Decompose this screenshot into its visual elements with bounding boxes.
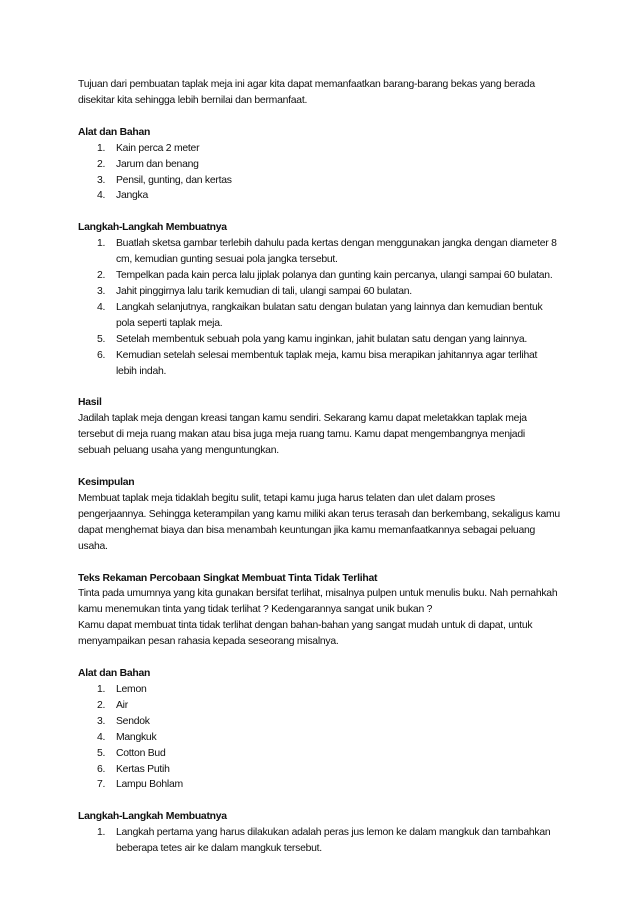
list-text: Langkah pertama yang harus dilakukan adalah peras jus lemon ke dalam mangkuk dan tambahkan beberapa tetes air ke dalam mangkuk tersebut. xyxy=(116,827,551,855)
list-text: Mangkuk xyxy=(116,731,157,743)
list-number: 6. xyxy=(97,763,106,775)
list-item xyxy=(78,682,560,698)
list-item xyxy=(78,236,560,268)
ink-steps-heading: Langkah-Langkah Membuatnya xyxy=(78,811,227,823)
materials-list xyxy=(78,141,560,205)
list-item xyxy=(78,173,560,189)
list-text: Kain perca 2 meter xyxy=(116,142,200,154)
steps-heading: Langkah-Langkah Membuatnya xyxy=(78,222,227,234)
ink-steps-list xyxy=(78,825,560,857)
list-text: Lemon xyxy=(116,684,147,695)
steps-list xyxy=(78,236,560,379)
spacer xyxy=(78,109,560,125)
list-number: 1. xyxy=(97,238,106,250)
list-item xyxy=(78,777,560,793)
list-number: 2. xyxy=(97,270,106,282)
list-item xyxy=(78,332,560,348)
list-number: 3. xyxy=(97,174,106,186)
list-number: 1. xyxy=(97,684,106,695)
list-item xyxy=(78,268,560,284)
intro-paragraph: Tujuan dari pembuatan taplak meja ini agar kita dapat memanfaatkan barang-barang bekas yang berada disekitar kita sehingga lebih bernilai dan bermanfaat. xyxy=(78,79,535,106)
list-number: 2. xyxy=(97,699,106,711)
spacer xyxy=(78,555,560,571)
ink-materials-list xyxy=(78,682,560,793)
list-text: Jarum dan benang xyxy=(116,158,199,170)
list-text: Kertas Putih xyxy=(116,763,170,775)
spacer xyxy=(78,204,560,220)
list-text: Cotton Bud xyxy=(116,747,166,759)
spacer xyxy=(78,379,560,395)
list-text: Jangka xyxy=(116,190,149,202)
list-item xyxy=(78,746,560,762)
list-number: 5. xyxy=(97,747,106,759)
ink-intro-paragraph-2: Kamu dapat membuat tinta tidak terlihat dengan bahan-bahan yang sangat mudah untuk di dapat, untuk menyampaikan pesan rahasia kepada seseorang misalnya. xyxy=(78,620,533,648)
list-item xyxy=(78,188,560,204)
list-number: 2. xyxy=(97,158,106,170)
list-number: 5. xyxy=(97,333,106,345)
list-number: 3. xyxy=(97,285,106,297)
list-item xyxy=(78,825,560,857)
conclusion-heading: Kesimpulan xyxy=(78,477,135,489)
list-item xyxy=(78,348,560,380)
list-number: 4. xyxy=(97,301,106,313)
list-text: Setelah membentuk sebuah pola yang kamu inginkan, jahit bulatan satu dengan yang lainnya. xyxy=(116,333,527,345)
spacer xyxy=(78,650,560,666)
list-item xyxy=(78,141,560,157)
list-text: Kemudian setelah selesai membentuk taplak meja, kamu bisa merapikan jahitannya agar terlihat lebih indah. xyxy=(116,349,538,377)
list-number: 4. xyxy=(97,731,106,743)
ink-intro-paragraph: Tinta pada umumnya yang kita gunakan bersifat terlihat, misalnya pulpen untuk menulis buku. Nah pernahkah kamu menemukan tinta yang tidak terlihat ? Kedengarannya sangat unik bukan ? xyxy=(78,588,558,616)
list-item xyxy=(78,284,560,300)
list-text: Langkah selanjutnya, rangkaikan bulatan satu dengan bulatan yang lainnya dan kemudian bentuk pola seperti taplak meja. xyxy=(116,301,543,329)
list-text: Tempelkan pada kain perca lalu jiplak polanya dan gunting kain percanya, ulangi sampai 60 bulatan. xyxy=(116,270,553,282)
list-text: Jahit pinggirnya lalu tarik kemudian di tali, ulangi sampai 60 bulatan. xyxy=(116,285,412,297)
list-text: Pensil, gunting, dan kertas xyxy=(116,174,232,186)
list-number: 7. xyxy=(97,779,106,791)
spacer xyxy=(78,459,560,475)
list-number: 4. xyxy=(97,190,106,202)
document-page xyxy=(78,77,560,857)
list-number: 6. xyxy=(97,349,106,361)
list-number: 1. xyxy=(97,142,106,154)
result-heading: Hasil xyxy=(78,397,102,409)
list-text: Sendok xyxy=(116,715,150,727)
list-item xyxy=(78,730,560,746)
list-item xyxy=(78,762,560,778)
list-item xyxy=(78,157,560,173)
list-item xyxy=(78,714,560,730)
section-title: Teks Rekaman Percobaan Singkat Membuat Tinta Tidak Terlihat xyxy=(78,572,378,584)
result-paragraph: Jadilah taplak meja dengan kreasi tangan kamu sendiri. Sekarang kamu dapat meletakkan taplak meja tersebut di meja ruang makan atau bisa juga meja ruang tamu. Kamu dapat mengembangnya menjadi sebuah peluang usaha yang menguntungkan. xyxy=(78,413,527,457)
conclusion-paragraph: Membuat taplak meja tidaklah begitu sulit, tetapi kamu juga harus telaten dan ulet dalam proses pengerjaannya. Sehingga keterampilan yang kamu miliki akan terus terasah dan berkembang, sekaligus kamu dapat menghemat biaya dan bisa menambah keuntungan jika kamu memanfaatkannya sebagai peluang usaha. xyxy=(78,492,560,552)
list-text: Lampu Bohlam xyxy=(116,779,183,791)
list-number: 3. xyxy=(97,715,106,727)
materials-heading: Alat dan Bahan xyxy=(78,126,151,138)
spacer xyxy=(78,793,560,809)
list-text: Air xyxy=(116,699,128,711)
list-number: 1. xyxy=(97,827,106,839)
list-item xyxy=(78,300,560,332)
ink-materials-heading: Alat dan Bahan xyxy=(78,668,151,680)
list-text: Buatlah sketsa gambar terlebih dahulu pada kertas dengan menggunakan jangka dengan diameter 8 cm, kemudian gunting sesuai pola jangka tersebut. xyxy=(116,238,557,266)
list-item xyxy=(78,698,560,714)
